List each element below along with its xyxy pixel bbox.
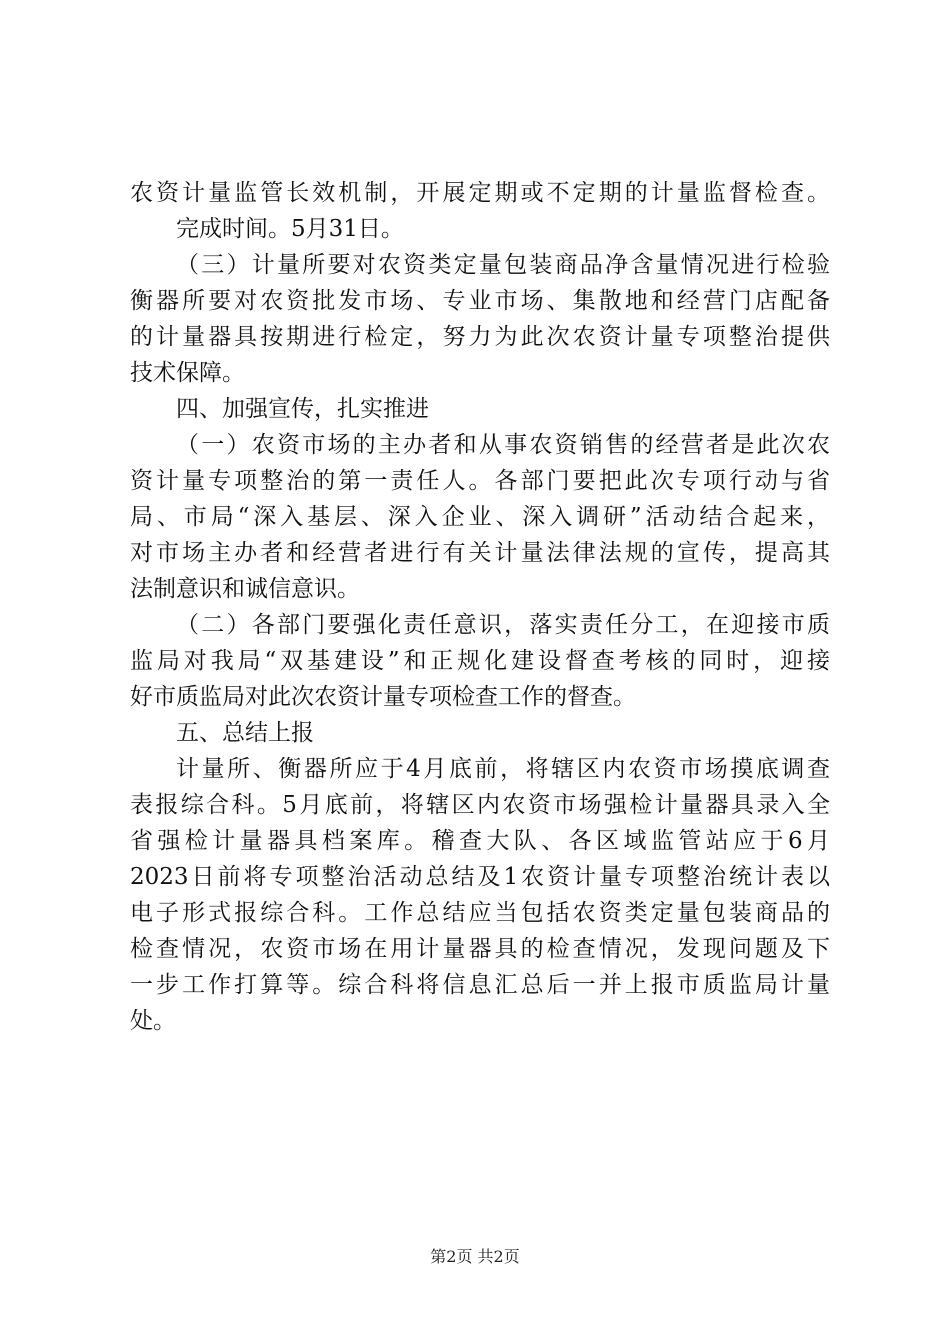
section-heading: 四、加强宣传，扎实推进 <box>176 396 429 422</box>
text-line: 表报综合科。5月底前，将辖区内农资市场强检计量器具录入全 <box>130 792 830 818</box>
text-line: 计量所、衡器所应于4月底前，将辖区内农资市场摸底调查 <box>176 756 830 782</box>
text-line: 技术保障。 <box>130 360 245 386</box>
text-line: 的计量器具按期进行检定，努力为此次农资计量专项整治提供 <box>130 324 830 350</box>
text-line: 检查情况，农资市场在用计量器具的检查情况，发现问题及下 <box>130 936 830 962</box>
text-line: （一）农资市场的主办者和从事农资销售的经营者是此次农 <box>176 432 830 458</box>
text-line: （三）计量所要对农资类定量包装商品净含量情况进行检验 <box>176 252 830 278</box>
text-line: 电子形式报综合科。工作总结应当包括农资类定量包装商品的 <box>130 900 830 926</box>
text-line: 完成时间。5月31日。 <box>176 216 404 242</box>
text-line: 处。 <box>130 1008 176 1034</box>
text-line: 2023日前将专项整治活动总结及1农资计量专项整治统计表以 <box>130 864 830 890</box>
text-line: （二）各部门要强化责任意识，落实责任分工，在迎接市质 <box>176 612 830 638</box>
text-line: 法制意识和诚信意识。 <box>130 576 360 602</box>
text-line: 对市场主办者和经营者进行有关计量法律法规的宣传，提高其 <box>130 540 830 566</box>
section-heading: 五、总结上报 <box>176 720 314 746</box>
text-line: 好市质监局对此次农资计量专项检查工作的督查。 <box>130 684 636 710</box>
document-body <box>130 175 830 1039</box>
text-line: 资计量专项整治的第一责任人。各部门要把此次专项行动与省 <box>130 468 830 494</box>
text-line: 局、市局“深入基层、深入企业、深入调研”活动结合起来， <box>130 504 830 530</box>
text-line: 一步工作打算等。综合科将信息汇总后一并上报市质监局计量 <box>130 972 830 998</box>
page-number-footer: 第2页 共2页 <box>430 1247 520 1266</box>
text-line: 农资计量监管长效机制，开展定期或不定期的计量监督检查。 <box>130 180 830 206</box>
text-line: 衡器所要对农资批发市场、专业市场、集散地和经营门店配备 <box>130 288 830 314</box>
text-line: 监局对我局“双基建设”和正规化建设督查考核的同时，迎接 <box>130 648 830 674</box>
text-line: 省强检计量器具档案库。稽查大队、各区域监管站应于6月 <box>130 828 830 854</box>
